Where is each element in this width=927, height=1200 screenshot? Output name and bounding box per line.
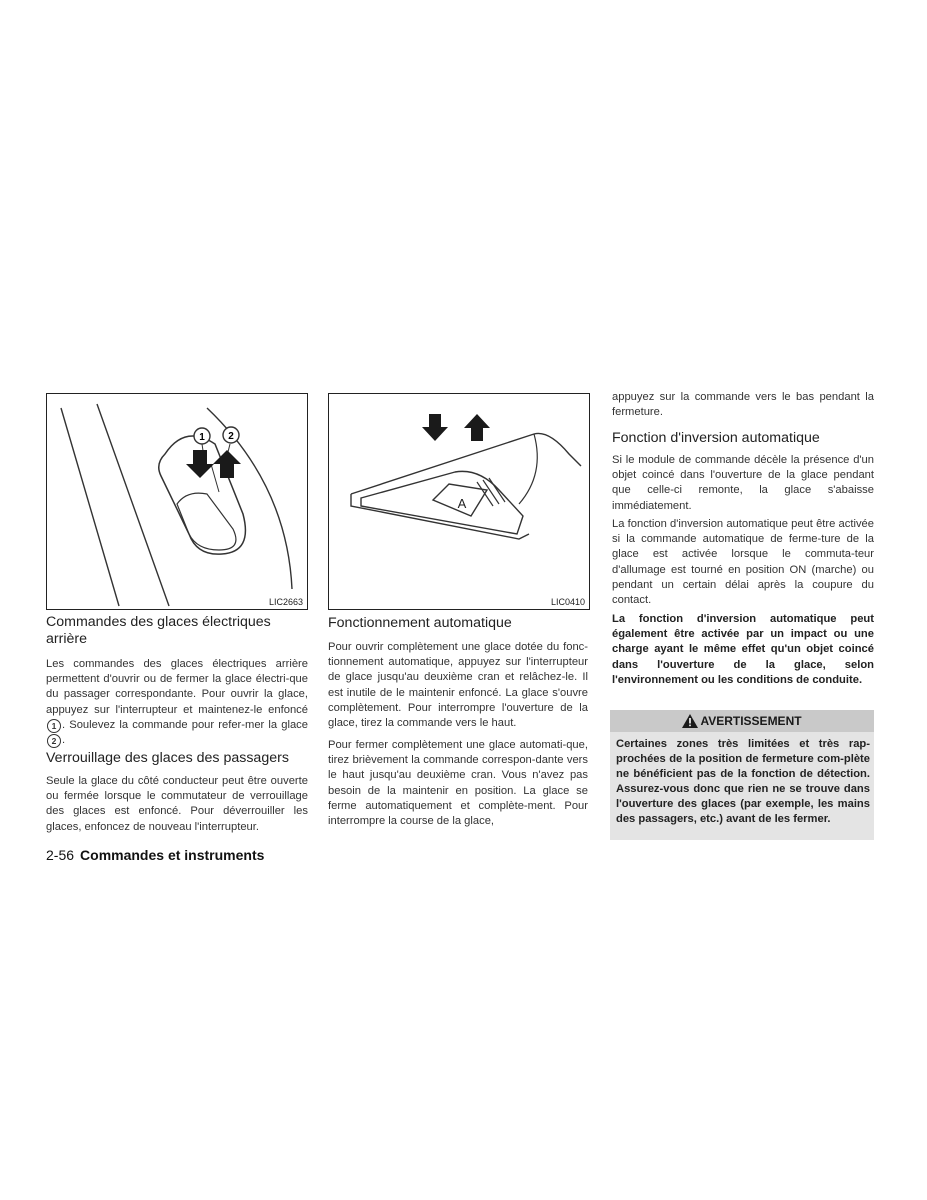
paragraph-rear-windows [46,657,308,748]
paragraph-auto-close: Pour fermer complètement une glace automati-que, tirez brièvement la commande correspon-dante vers le haut jusqu'au deuxième cran. Vous n'avez pas besoin de la maintenir en position. La glace se ferme automatiquement et complète-ment. Pour interrompre la course de la glace, [328,739,588,828]
callout-2: 2 [228,431,234,442]
rear-window-switch-illustration [47,394,307,609]
warning-text: Certaines zones très limitées et très rap-prochées de la position de fermeture com-plète ne bénéficient pas de la fonction de détection. Assurez-vous donc que rien ne se trouve dans l'ouverture des glaces (par exemple, les mains des passagers, etc.) avant de les fermer. [616,738,870,825]
section-title: Commandes et instruments [80,847,265,863]
heading-auto-reverse: Fonction d'inversion automatique [612,430,820,446]
down-arrow-icon [422,414,448,441]
warning-header [610,710,874,732]
paragraph-text: . Soulevez la commande pour refer-mer la glace [62,718,308,731]
paragraph-text: . [62,734,66,747]
figure-label: LIC0410 [550,597,585,607]
callout-1: 1 [199,432,205,443]
paragraph-auto-open: Pour ouvrir complètement une glace dotée du fonc-tionnement automatique, appuyez sur l'interrupteur de glace jusqu'au deuxième cran et relâchez-le. Il est inutile de le maintenir enfoncé. La glace s'ouvre complètement. Pour interrompre l'ouverture de la glace, tirez la commande vers le haut. [328,641,588,730]
callout-1-inline: 1 [47,719,61,733]
heading-automatic-operation: Fonctionnement automatique [328,615,512,631]
paragraph-auto-reverse-2: La fonction d'inversion automatique peut être activée si la commande automatique de ferme-ture de la glace est activée lorsque le commuta-teur d'allumage est tourné en position ON (marche) ou pendant un certain délai après la coupure du contact. [612,518,874,607]
page-number: 2-56 [46,847,75,863]
paragraph-auto-reverse-1: Si le module de commande décèle la présence d'un objet coincé dans l'ouverture de la glace pendant que celle-ci remonte, la glace s'abaisse immédiatement. [612,454,874,512]
down-arrow-icon [186,450,214,478]
rear-window-switch-figure [46,393,308,610]
warning-title: AVERTISSEMENT [700,714,802,728]
paragraph-auto-reverse-impact: La fonction d'inversion automatique peut également être activée par un impact ou une charge ayant le même effet qu'un objet coincé dans l'ouverture de la glace, selon l'environnement ou les conditions de conduite. [612,613,874,686]
paragraph-continued: appuyez sur la commande vers le bas pendant la fermeture. [612,391,874,419]
paragraph-text: Les commandes des glaces électriques arrière permettent d'ouvrir ou de fermer la glace électri-que du passager correspondante. Pour ouvrir la glace, appuyez sur l'interrupteur et maintenez-le enfoncé [46,658,308,716]
paragraph-window-lock: Seule la glace du côté conducteur peut être ouverte ou fermée lorsque le commutateur de verrouillage des glaces est enfoncé. Pour déverrouiller les glaces, enfoncez de nouveau l'interrupteur. [46,775,308,833]
callout-2-inline: 2 [47,734,61,748]
warning-icon [682,713,698,735]
heading-rear-power-windows: Commandes des glaces électriques arrière [46,614,271,647]
auto-window-switch-figure [328,393,590,610]
figure-label: LIC2663 [268,597,303,607]
auto-window-switch-illustration [329,394,589,609]
auto-switch-letter: A [457,496,467,511]
heading-passenger-window-lock: Verrouillage des glaces des passagers [46,750,289,766]
warning-box [610,710,874,840]
up-arrow-icon [464,414,490,441]
up-arrow-icon [213,450,241,478]
page-footer [46,847,264,863]
